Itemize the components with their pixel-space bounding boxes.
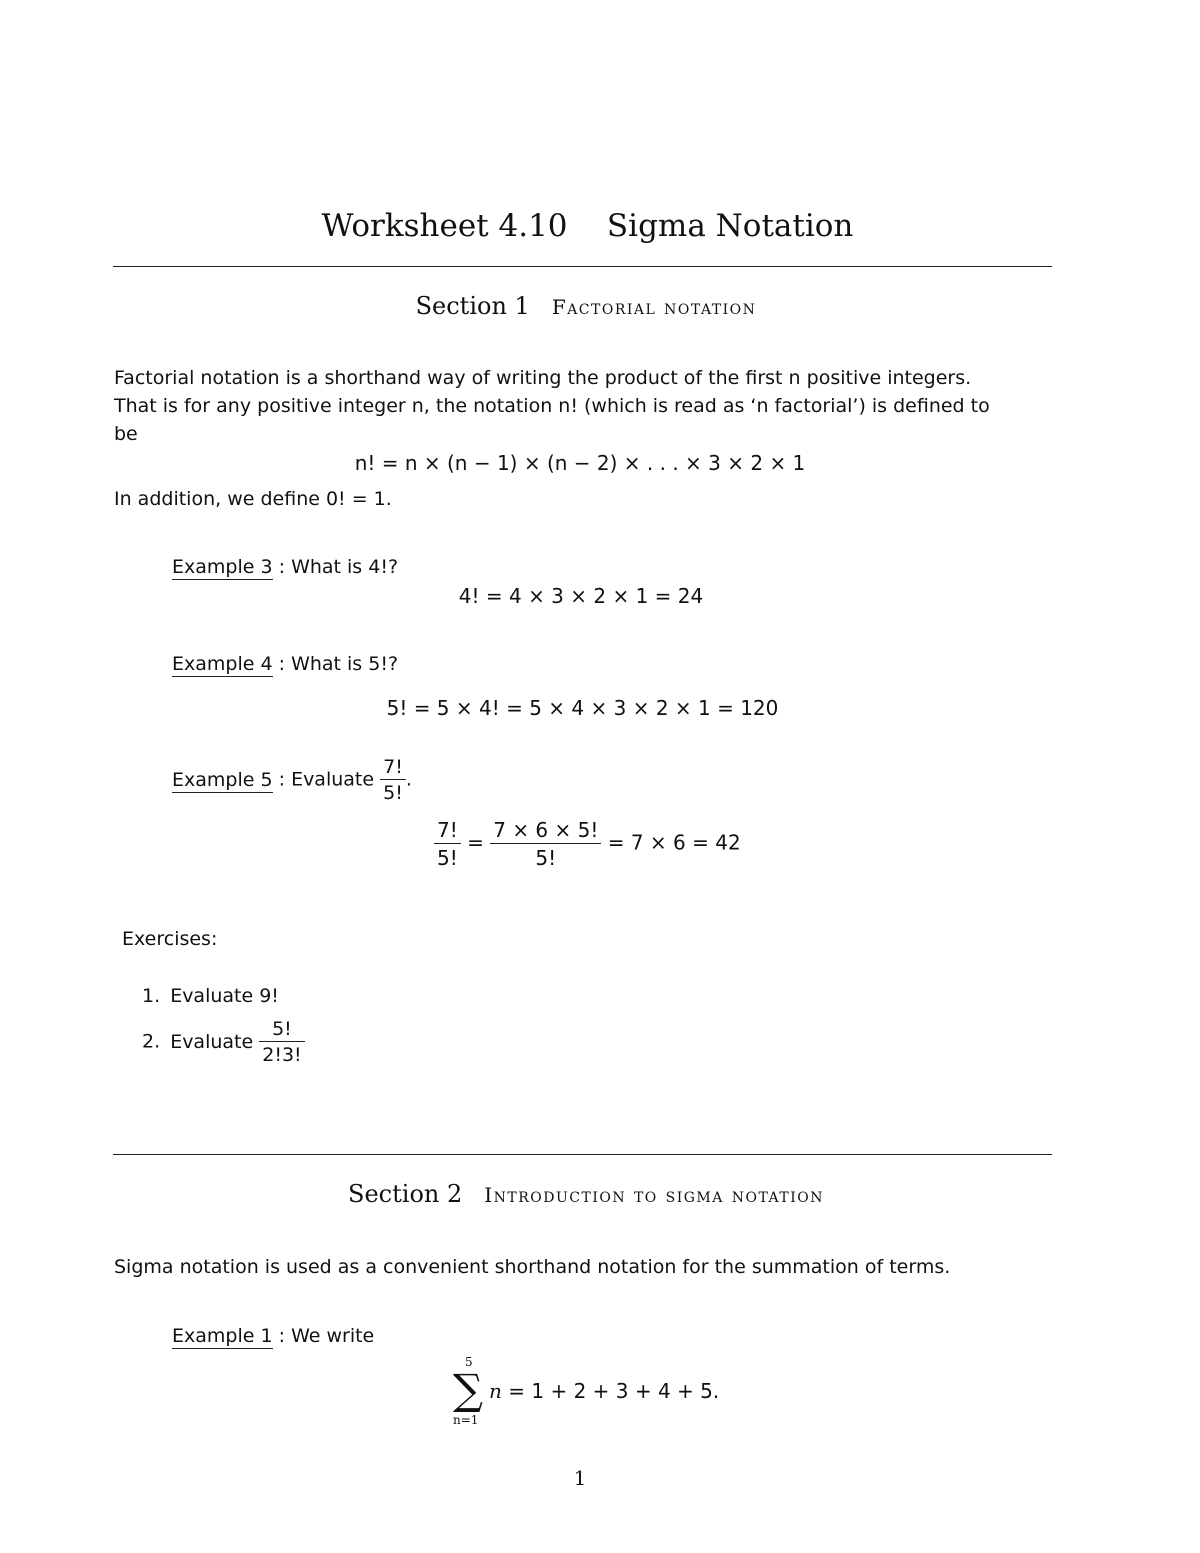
page-number: 1 <box>573 1466 587 1490</box>
section-2-label: Section 2 <box>348 1180 463 1208</box>
section-1-label: Section 1 <box>415 292 530 320</box>
example-3-question: What is 4!? <box>291 556 399 578</box>
exercise-1-number: 1. <box>142 985 161 1007</box>
exercise-2-text: Evaluate <box>170 1030 254 1053</box>
page-title: Worksheet 4.10 Sigma Notation <box>321 208 854 244</box>
example-1 <box>172 1325 374 1347</box>
section-1-heading <box>0 292 1172 320</box>
example-4-label: Example 4 <box>172 653 273 675</box>
exercises-heading: Exercises: <box>122 928 218 950</box>
sigma-symbol: ∑ <box>453 1365 483 1414</box>
fraction-denominator: 2!3! <box>262 1044 302 1066</box>
example-3 <box>172 556 398 578</box>
exercise-1 <box>142 985 279 1007</box>
example-3-answer: 4! = 4 × 3 × 2 × 1 = 24 <box>458 584 704 608</box>
example-5 <box>172 756 412 804</box>
example-4-separator: : <box>278 653 286 675</box>
exercise-2 <box>142 1018 305 1066</box>
sigma-summand: n <box>489 1379 502 1403</box>
example-1-text: We write <box>291 1325 375 1347</box>
exercise-1-text: Evaluate 9! <box>170 985 279 1007</box>
example-1-separator: : <box>278 1325 286 1347</box>
section-1-name: Factorial notation <box>551 295 757 319</box>
factorial-definition: n! = n × (n − 1) × (n − 2) × . . . × 3 × 2 × 1 <box>354 451 806 475</box>
fraction-denominator: 5! <box>535 846 557 870</box>
section-2-heading <box>0 1180 1172 1208</box>
sigma-lower-limit: n=1 <box>453 1413 479 1427</box>
example-5-answer <box>434 818 741 870</box>
fraction-numerator: 7 × 6 × 5! <box>490 818 601 844</box>
example-5-separator: : <box>278 768 286 791</box>
section-2-name: Introduction to sigma notation <box>484 1183 824 1207</box>
example-4 <box>172 653 398 675</box>
example-5-question: Evaluate <box>291 768 375 791</box>
example-5-fraction <box>380 756 406 804</box>
sigma-upper-limit: 5 <box>465 1355 473 1369</box>
exercise-2-fraction <box>259 1018 304 1066</box>
sigma-result: = 1 + 2 + 3 + 4 + 5. <box>508 1379 720 1403</box>
section-divider <box>113 1154 1052 1155</box>
zero-factorial-definition: In addition, we define 0! = 1. <box>114 488 392 510</box>
intro-paragraph-line-3: be <box>114 423 138 445</box>
example-3-label: Example 3 <box>172 556 273 578</box>
answer-fraction-1 <box>434 818 461 870</box>
fraction-denominator: 5! <box>437 846 458 870</box>
example-5-label: Example 5 <box>172 768 273 791</box>
example-3-separator: : <box>278 556 286 578</box>
fraction-numerator: 7! <box>434 818 461 844</box>
sigma-intro-paragraph: Sigma notation is used as a convenient shorthand notation for the summation of terms. <box>114 1256 951 1278</box>
equals-sign: = <box>467 830 484 855</box>
example-5-period: . <box>405 768 412 791</box>
example-4-answer: 5! = 5 × 4! = 5 × 4 × 3 × 2 × 1 = 120 <box>386 696 779 720</box>
sigma-summand-and-result <box>489 1379 719 1403</box>
answer-result: = 7 × 6 = 42 <box>607 830 741 855</box>
fraction-numerator: 5! <box>259 1018 304 1042</box>
example-4-question: What is 5!? <box>291 653 399 675</box>
intro-paragraph-line-1: Factorial notation is a shorthand way of writing the product of the first n positive integers. <box>114 367 972 389</box>
fraction-numerator: 7! <box>380 756 406 780</box>
fraction-denominator: 5! <box>383 782 403 804</box>
exercise-2-number: 2. <box>142 1030 161 1053</box>
intro-paragraph-line-2: That is for any positive integer n, the notation n! (which is read as ‘n factorial’) is defined to <box>114 395 990 417</box>
example-1-label: Example 1 <box>172 1325 273 1347</box>
answer-fraction-2 <box>490 818 601 870</box>
top-divider <box>113 266 1052 267</box>
